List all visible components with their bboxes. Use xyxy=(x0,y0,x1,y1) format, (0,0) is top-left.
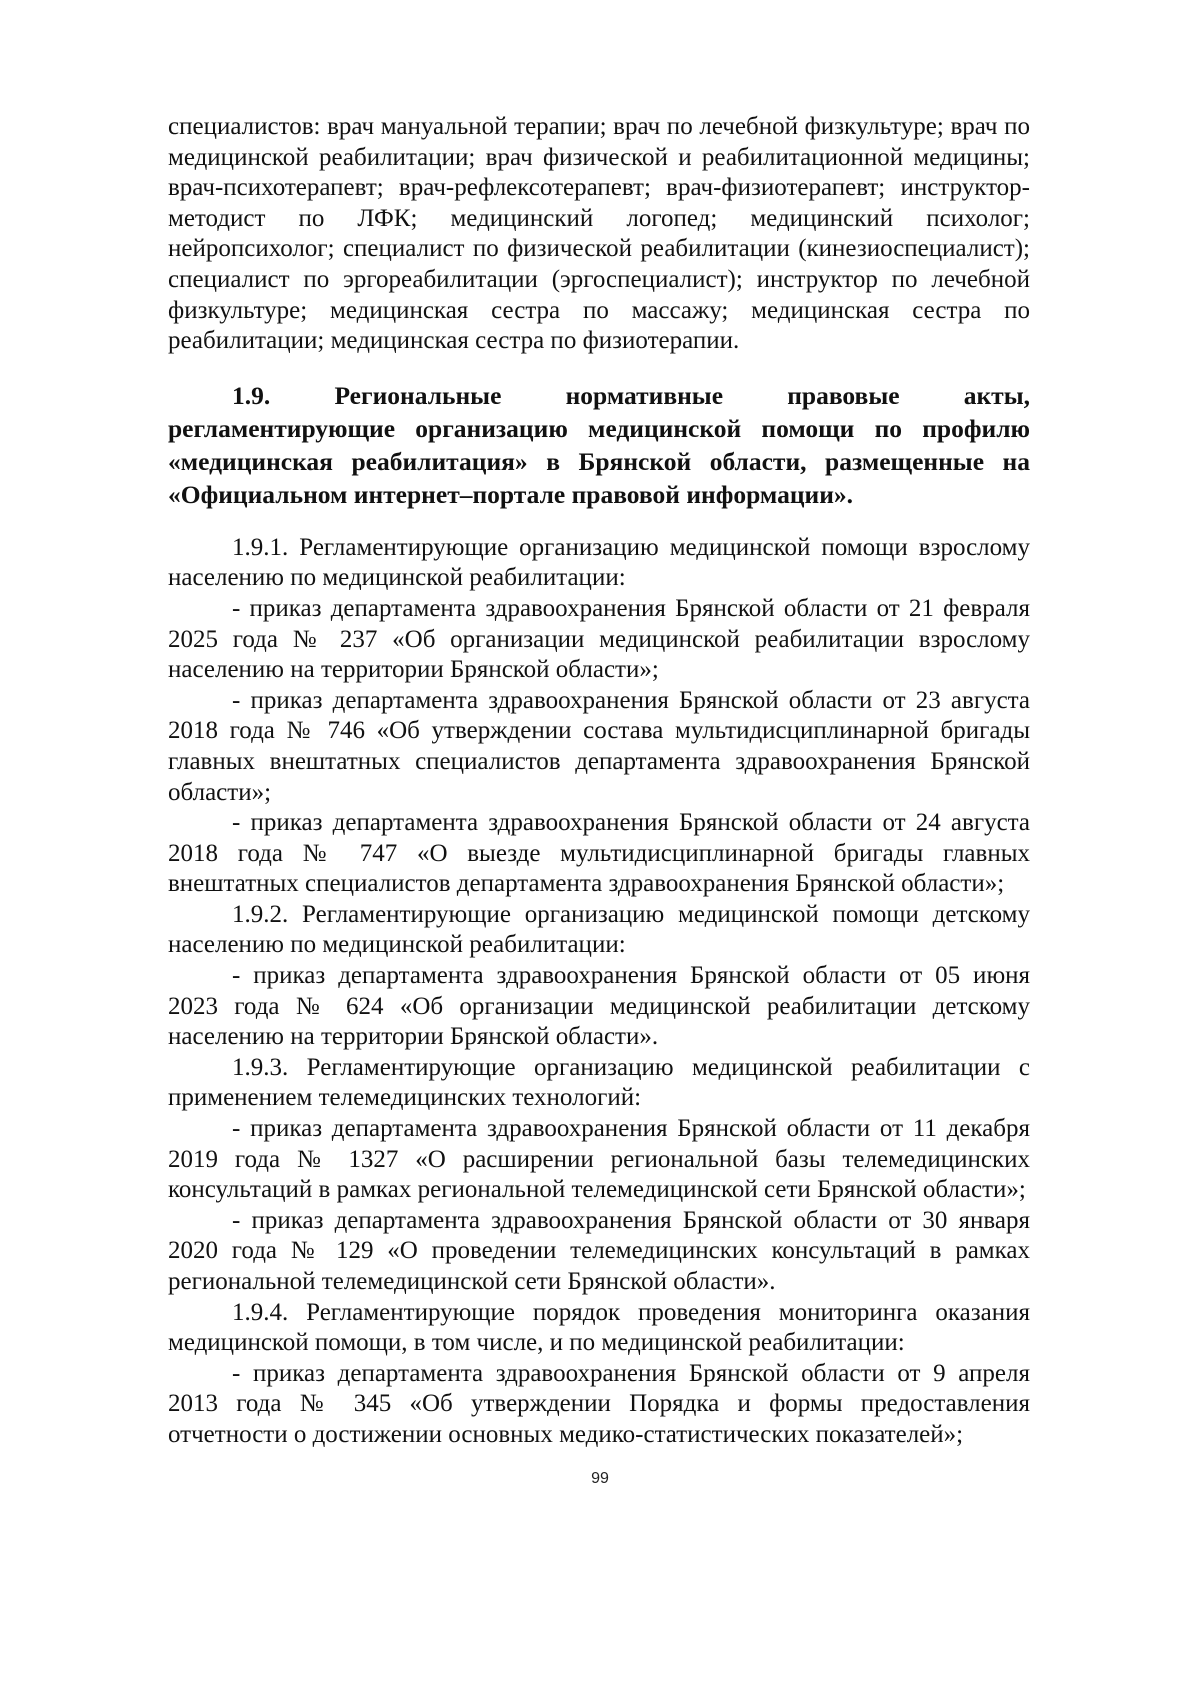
order-item: - приказ департамента здравоохранения Брянской области от 24 августа 2018 года № 747 «О выезде мультидисциплинарной бригады главных внештатных специалистов департамента здравоохранения Брянской области»; xyxy=(168,809,1030,898)
subsection-1-9-3: 1.9.3. Регламентирующие организацию медицинской реабилитации с применением телемедицинских технологий: xyxy=(168,1053,1030,1112)
order-item: - приказ департамента здравоохранения Брянской области от 9 апреля 2013 года № 345 «Об утверждении Порядка и формы предоставления отчетности о достижении основных медико-статистических показателей»; xyxy=(168,1359,1030,1448)
intro-paragraph: специалистов: врач мануальной терапии; врач по лечебной физкультуре; врач по медицинской реабилитации; врач физической и реабилитационной медицины; врач-психотерапевт; врач-рефлексотерапевт; врач-физиотерапевт; инструктор-методист по ЛФК; медицинский логопед; медицинский психолог; нейропсихолог; специалист по физической реабилитации (кинезиоспециалист); специалист по эргореабилитации (эргоспециалист); инструктор по лечебной физкультуре; медицинская сестра по массажу; медицинская сестра по реабилитации; медицинская сестра по физиотерапии. xyxy=(168,113,1030,355)
document-page xyxy=(168,112,1030,1451)
order-item: - приказ департамента здравоохранения Брянской области от 05 июня 2023 года № 624 «Об организации медицинской реабилитации детскому населению на территории Брянской области». xyxy=(168,962,1030,1051)
order-item: - приказ департамента здравоохранения Брянской области от 11 декабря 2019 года № 1327 «О расширении региональной базы телемедицинских консультаций в рамках региональной телемедицинской сети Брянской области»; xyxy=(168,1115,1030,1204)
subsection-1-9-2: 1.9.2. Регламентирующие организацию медицинской помощи детскому населению по медицинской реабилитации: xyxy=(168,900,1030,959)
page-number: 99 xyxy=(591,1470,609,1487)
subsection-1-9-4: 1.9.4. Регламентирующие порядок проведения мониторинга оказания медицинской помощи, в том числе, и по медицинской реабилитации: xyxy=(168,1298,1030,1357)
order-item: - приказ департамента здравоохранения Брянской области от 21 февраля 2025 года № 237 «Об организации медицинской реабилитации взрослому населению на территории Брянской области»; xyxy=(168,594,1030,684)
section-heading: 1.9. Региональные нормативные правовые акты, регламентирующие организацию медицинской помощи по профилю «медицинская реабилитация» в Брянской области, размещенные на «Официальном интернет–портале правовой информации». xyxy=(168,380,1030,509)
subsection-1-9-1: 1.9.1. Регламентирующие организацию медицинской помощи взрослому населению по медицинской реабилитации: xyxy=(168,533,1030,592)
order-item: - приказ департамента здравоохранения Брянской области от 23 августа 2018 года № 746 «Об утверждении состава мультидисциплинарной бригады главных внештатных специалистов департамента здравоохранения Брянской области»; xyxy=(168,686,1030,806)
order-item: - приказ департамента здравоохранения Брянской области от 30 января 2020 года № 129 «О проведении телемедицинских консультаций в рамках региональной телемедицинской сети Брянской области». xyxy=(168,1206,1030,1295)
